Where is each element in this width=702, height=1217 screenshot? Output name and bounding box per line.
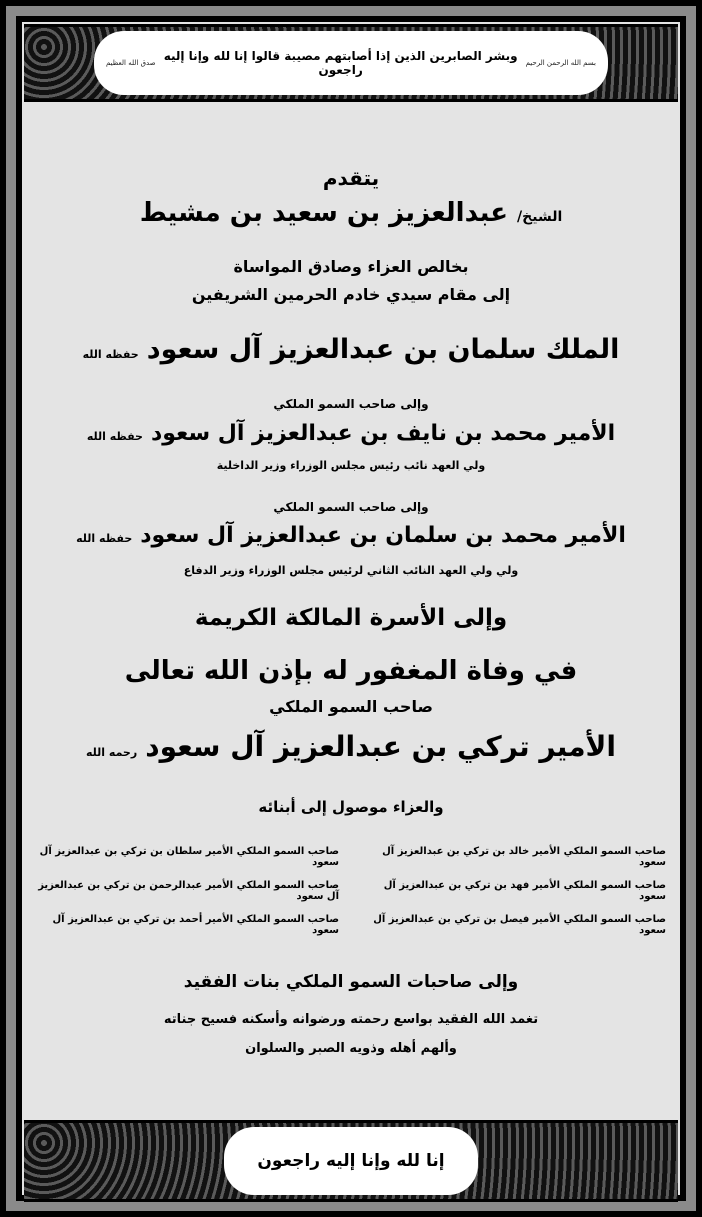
deputy-suffix: حفظه الله: [76, 532, 133, 545]
sons-intro: والعزاء موصول إلى أبنائه: [258, 798, 444, 816]
footer-verse: إنا لله وإنا إليه راجعون: [257, 1151, 445, 1171]
king-suffix: حفظه الله: [82, 348, 139, 361]
basmala: بسم الله الرحمن الرحيم: [525, 59, 596, 67]
crown-prince-suffix: حفظه الله: [86, 430, 143, 443]
son-item: صاحب السمو الملكي الأمير خالد بن تركي بن عبدالعزيز آل سعود: [382, 846, 666, 868]
deceased-intro: صاحب السمو الملكي: [269, 697, 433, 716]
son-item: صاحب السمو الملكي الأمير أحمد بن تركي بن عبدالعزيز آل سعود: [52, 914, 339, 936]
daughters-line: وإلى صاحبات السمو الملكي بنات الفقيد: [183, 972, 519, 992]
to-king-line: إلى مقام سيدي خادم الحرمين الشريفين: [191, 285, 511, 304]
condolence-line: بخالص العزاء وصادق المواساة: [233, 257, 469, 276]
sender-name: عبدالعزيز بن سعيد بن مشيط: [139, 198, 508, 228]
header-verse: وبشر الصابرين الذين إذا أصابتهم مصيبة قالوا إنا لله وإنا إليه راجعون: [163, 49, 518, 77]
crown-prince-name: الأمير محمد بن نايف بن عبدالعزيز آل سعود: [150, 421, 616, 446]
crown-prince: [40, 421, 662, 446]
crown-prince-title: ولي العهد نائب رئيس مجلس الوزراء وزير الداخلية: [216, 459, 486, 472]
deputy-title: ولي ولي العهد النائب الثاني لرئيس مجلس الوزراء وزير الدفاع: [183, 564, 519, 577]
deputy-name: الأمير محمد بن سلمان بن عبدالعزيز آل سعود: [140, 523, 626, 548]
deputy-intro: وإلى صاحب السمو الملكي: [273, 500, 429, 514]
son-item: صاحب السمو الملكي الأمير فهد بن تركي بن عبدالعزيز آل سعود: [383, 880, 666, 902]
sender: [40, 198, 662, 228]
sons-list: [36, 846, 666, 936]
deceased: [40, 730, 662, 763]
header-banner: [24, 24, 678, 102]
header-cartouche: [94, 31, 608, 95]
crown-prince-intro: وإلى صاحب السمو الملكي: [273, 397, 429, 411]
king-name: الملك سلمان بن عبدالعزيز آل سعود: [146, 334, 620, 365]
prayer-1: تغمد الله الفقيد بواسع رحمته ورضوانه وأسكنه فسيح جناته: [163, 1012, 539, 1027]
sender-title: الشيخ/: [517, 209, 563, 225]
king: [40, 334, 662, 365]
closing: صدق الله العظيم: [106, 59, 156, 67]
deceased-name: الأمير تركي بن عبدالعزيز آل سعود: [145, 730, 616, 763]
son-item: صاحب السمو الملكي الأمير فيصل بن تركي بن عبدالعزيز آل سعود: [373, 914, 666, 936]
deceased-suffix: رحمه الله: [86, 746, 138, 759]
intro: يتقدم: [322, 166, 380, 190]
royal-family: وإلى الأسرة المالكة الكريمة: [194, 605, 508, 631]
son-item: صاحب السمو الملكي الأمير سلطان بن تركي بن عبدالعزيز آل سعود: [39, 846, 339, 868]
son-item: صاحب السمو الملكي الأمير عبدالرحمن بن تركي بن عبدالعزيز آل سعود: [38, 880, 339, 902]
prayer-2: وألهم أهله وذويه الصبر والسلوان: [245, 1041, 457, 1056]
footer-cartouche: [224, 1127, 478, 1195]
deputy-crown-prince: [40, 523, 662, 548]
footer-banner: [24, 1120, 678, 1202]
death-line: في وفاة المغفور له بإذن الله تعالى: [124, 656, 578, 686]
